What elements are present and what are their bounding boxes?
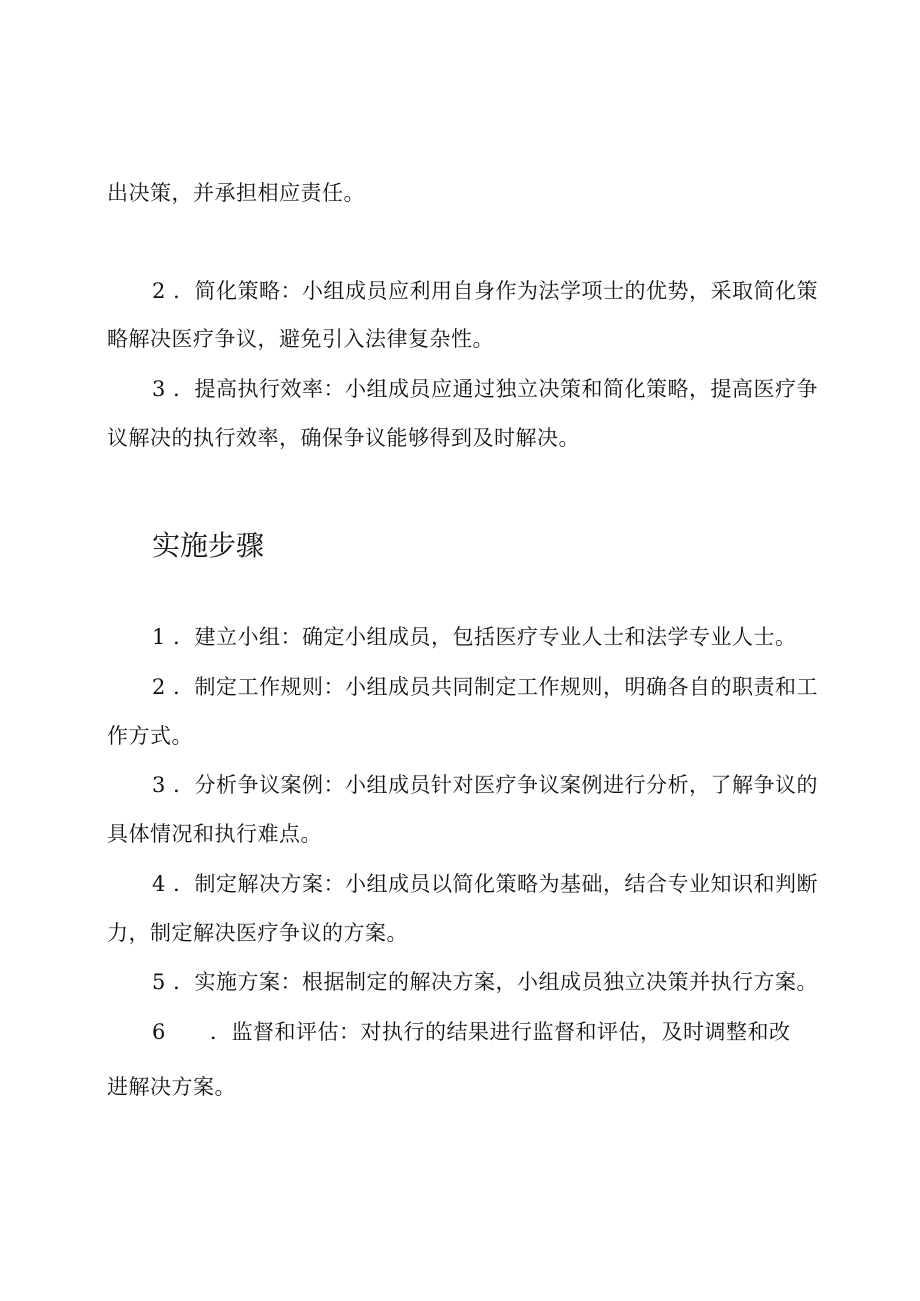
step-2-line1 — [152, 672, 818, 702]
principle-3-number: 3 — [152, 377, 166, 401]
section-heading: 实施步骤 — [152, 529, 265, 562]
principle-2-line1 — [152, 276, 818, 306]
principle-3-line1 — [152, 374, 818, 404]
step-2-number: 2 — [152, 675, 166, 699]
step-6-line1 — [152, 1017, 791, 1047]
step-1-text: ．建立小组：确定小组成员，包括医疗专业人士和法学专业人士。 — [173, 625, 797, 649]
step-4-text: ．制定解决方案：小组成员以简化策略为基础，结合专业知识和判断 — [173, 872, 819, 896]
step-4-line2: 力，制定解决医疗争议的方案。 — [107, 921, 408, 945]
step-1-number: 1 — [152, 625, 166, 649]
step-3-text: ．分析争议案例：小组成员针对医疗争议案例进行分析，了解争议的 — [173, 773, 819, 797]
step-5-number: 5 — [152, 970, 166, 994]
step-6-number: 6 — [152, 1020, 166, 1044]
principle-2-text: ．简化策略：小组成员应利用自身作为法学项士的优势，采取简化策 — [173, 279, 819, 303]
step-4-line1 — [152, 869, 818, 899]
principle-3-line2: 议解决的执行效率，确保争议能够得到及时解决。 — [107, 426, 580, 450]
principle-3-text: ．提高执行效率：小组成员应通过独立决策和简化策略，提高医疗争 — [173, 377, 819, 401]
continuation-text: 出决策，并承担相应责任。 — [107, 181, 365, 205]
step-5-text: ．实施方案：根据制定的解决方案，小组成员独立决策并执行方案。 — [173, 970, 819, 994]
step-6-line2: 进解决方案。 — [107, 1075, 236, 1099]
step-1-line1 — [152, 622, 797, 652]
step-4-number: 4 — [152, 872, 166, 896]
step-6-text: ．监督和评估：对执行的结果进行监督和评估，及时调整和改 — [210, 1020, 791, 1044]
step-3-line2: 具体情况和执行难点。 — [107, 822, 322, 846]
principle-2-number: 2 — [152, 279, 166, 303]
step-2-text: ．制定工作规则：小组成员共同制定工作规则，明确各自的职责和工 — [173, 675, 819, 699]
step-5-line1 — [152, 967, 818, 997]
step-2-line2: 作方式。 — [107, 724, 193, 748]
principle-2-line2: 略解决医疗争议，避免引入法律复杂性。 — [107, 327, 494, 351]
step-3-number: 3 — [152, 773, 166, 797]
step-3-line1 — [152, 770, 818, 800]
